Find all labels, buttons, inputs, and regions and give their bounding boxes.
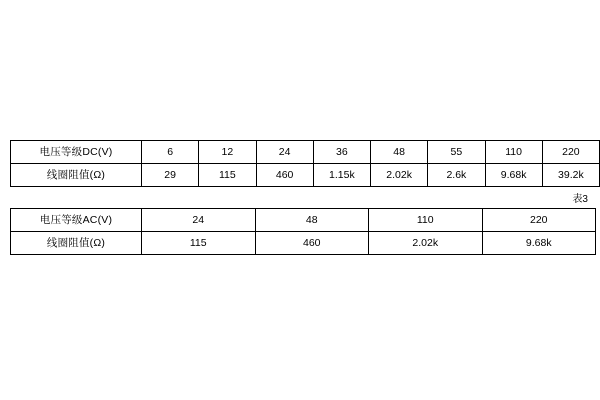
dc-voltage-value: 24 — [256, 141, 313, 164]
dc-resistance-value: 460 — [256, 164, 313, 187]
tables-container — [10, 140, 590, 255]
dc-resistance-value: 115 — [199, 164, 256, 187]
table-row — [11, 232, 596, 255]
ac-voltage-level-label: 电压等级AC(V) — [11, 209, 142, 232]
ac-coil-resistance-table — [10, 208, 596, 255]
ac-voltage-value: 220 — [482, 209, 596, 232]
dc-resistance-value: 9.68k — [485, 164, 542, 187]
ac-voltage-value: 24 — [142, 209, 256, 232]
table-row — [11, 209, 596, 232]
dc-voltage-value: 48 — [371, 141, 428, 164]
dc-coil-resistance-label: 线圈阻值(Ω) — [11, 164, 142, 187]
dc-resistance-value: 39.2k — [542, 164, 599, 187]
dc-voltage-value: 110 — [485, 141, 542, 164]
table-caption: 表3 — [572, 194, 588, 205]
dc-resistance-value: 2.02k — [371, 164, 428, 187]
ac-resistance-value: 9.68k — [482, 232, 596, 255]
dc-voltage-value: 12 — [199, 141, 256, 164]
ac-resistance-value: 460 — [255, 232, 369, 255]
dc-resistance-value: 1.15k — [313, 164, 370, 187]
table-row — [11, 164, 600, 187]
dc-voltage-level-label: 电压等级DC(V) — [11, 141, 142, 164]
dc-voltage-value: 220 — [542, 141, 599, 164]
dc-resistance-value: 2.6k — [428, 164, 485, 187]
dc-voltage-value: 55 — [428, 141, 485, 164]
ac-resistance-value: 115 — [142, 232, 256, 255]
ac-coil-resistance-label: 线圈阻值(Ω) — [11, 232, 142, 255]
ac-voltage-value: 48 — [255, 209, 369, 232]
dc-resistance-value: 29 — [142, 164, 199, 187]
ac-resistance-value: 2.02k — [369, 232, 483, 255]
dc-voltage-value: 36 — [313, 141, 370, 164]
ac-voltage-value: 110 — [369, 209, 483, 232]
dc-coil-resistance-table — [10, 140, 600, 187]
dc-voltage-value: 6 — [142, 141, 199, 164]
table-row — [11, 141, 600, 164]
